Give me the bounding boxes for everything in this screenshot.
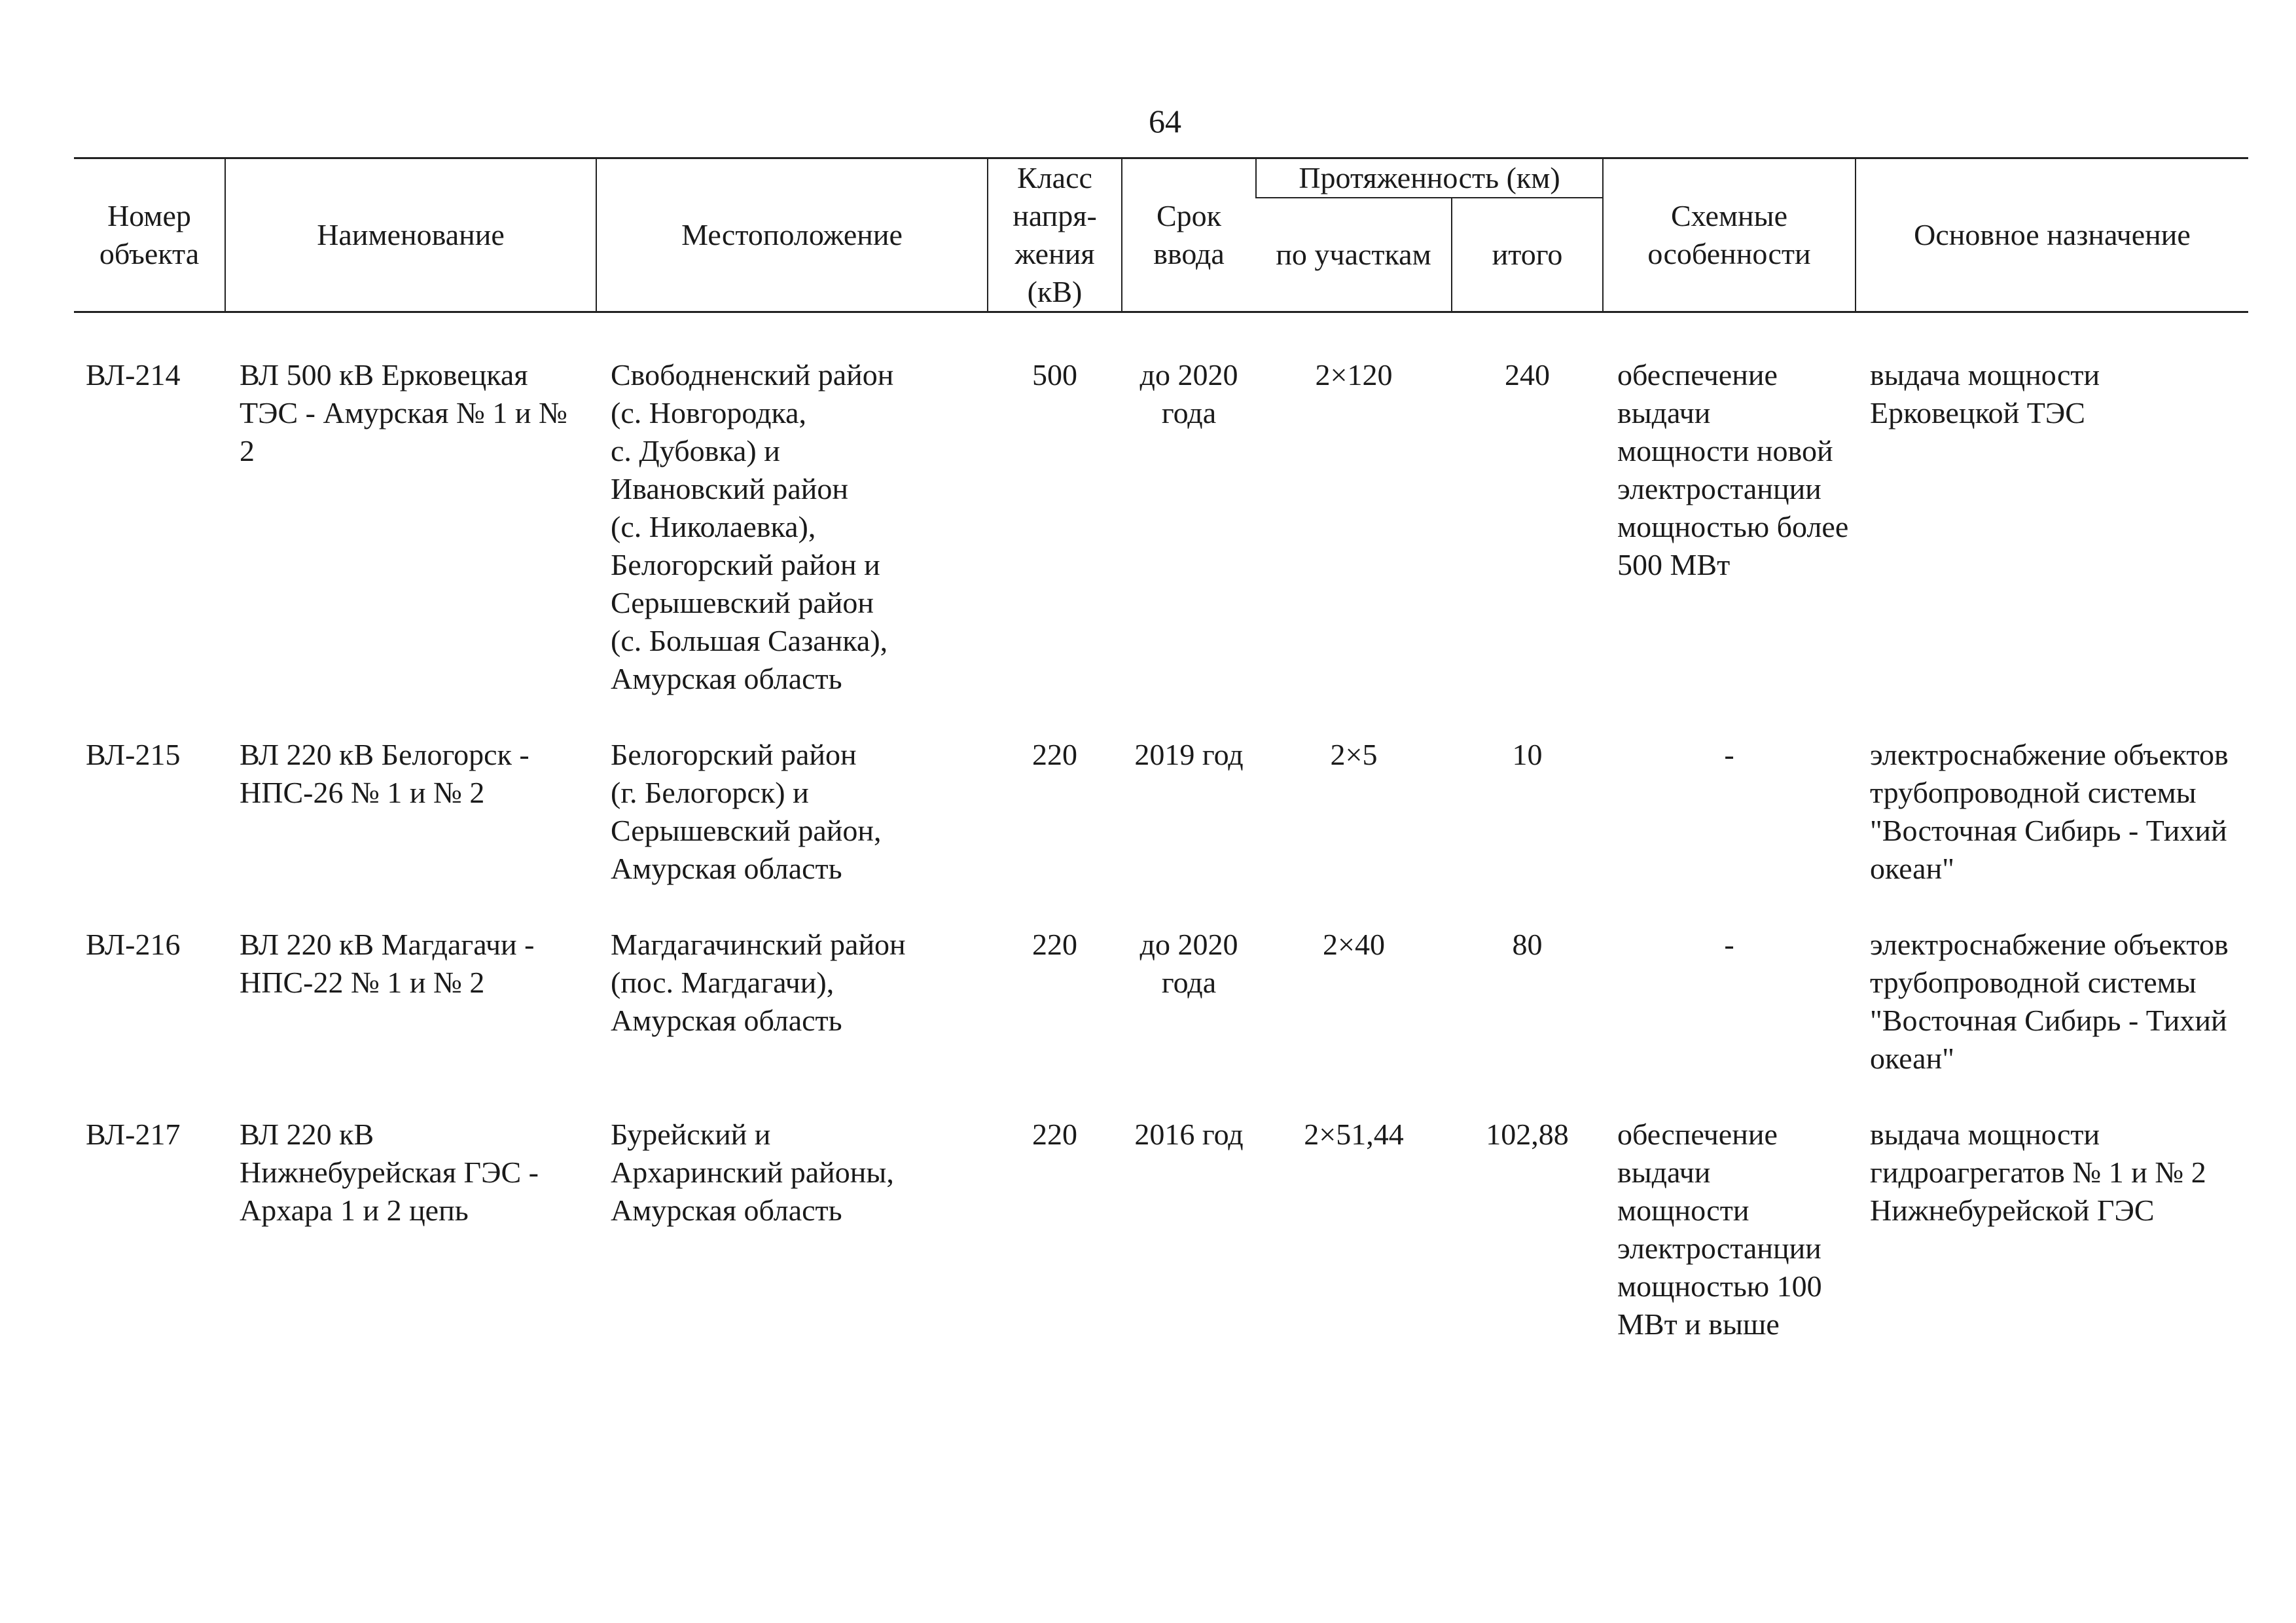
row-purpose: выдача мощности Ерковецкой ТЭС <box>1870 358 2100 429</box>
page-number: 64 <box>1149 103 1181 139</box>
header-term: Срок ввода <box>1122 158 1256 312</box>
row-length-total: 10 <box>1512 738 1543 771</box>
row-length-sections: 2×5 <box>1330 738 1378 771</box>
header-voltage: Класс напря-жения (кВ) <box>988 158 1122 312</box>
row-number: ВЛ-215 <box>86 738 181 771</box>
row-length-total: 80 <box>1512 928 1543 961</box>
row-voltage: 220 <box>1032 928 1077 961</box>
row-voltage: 220 <box>1032 1118 1077 1151</box>
row-number: ВЛ-216 <box>86 928 181 961</box>
header-number: Номер объекта <box>74 158 225 312</box>
objects-table <box>74 157 2248 1343</box>
table-row <box>74 356 2248 698</box>
row-voltage: 500 <box>1032 358 1077 392</box>
row-term: до 2020 года <box>1139 928 1238 999</box>
row-schemes: обеспечение выдачи мощности электростанции мощностью 100 МВт и выше <box>1617 1118 1822 1341</box>
row-length-total: 102,88 <box>1486 1118 1569 1151</box>
row-location: Свободненский район (с. Новгородка, с. Дубовка) и Ивановский район (с. Николаевка), Белогорский район и Серышевский район (с. Большая Сазанка), Амурская область <box>611 358 894 695</box>
row-schemes: - <box>1724 928 1734 961</box>
row-name: ВЛ 220 кВ Магдагачи - НПС-22 № 1 и № 2 <box>240 928 535 999</box>
header-schemes: Схемные особенности <box>1603 158 1856 312</box>
row-number: ВЛ-214 <box>86 358 181 392</box>
row-location: Бурейский и Архаринский районы, Амурская область <box>611 1118 894 1227</box>
row-location: Белогорский район (г. Белогорск) и Серышевский район, Амурская область <box>611 738 882 885</box>
header-location: Местоположение <box>596 158 988 312</box>
row-term: до 2020 года <box>1139 358 1238 429</box>
header-length-sections: по участкам <box>1256 198 1452 312</box>
row-schemes: - <box>1724 738 1734 771</box>
row-name: ВЛ 500 кВ Ерковецкая ТЭС - Амурская № 1 и № 2 <box>240 358 567 467</box>
row-number: ВЛ-217 <box>86 1118 181 1151</box>
table-row <box>74 926 2248 1078</box>
header-length: Протяженность (км) <box>1256 158 1603 198</box>
row-purpose: выдача мощности гидроагрегатов № 1 и № 2 Нижнебурейской ГЭС <box>1870 1118 2206 1227</box>
row-term: 2019 год <box>1134 738 1244 771</box>
row-purpose: электроснабжение объектов трубопроводной системы "Восточная Сибирь - Тихий океан" <box>1870 928 2229 1075</box>
row-length-sections: 2×120 <box>1315 358 1393 392</box>
row-name: ВЛ 220 кВ Белогорск - НПС-26 № 1 и № 2 <box>240 738 529 809</box>
row-voltage: 220 <box>1032 738 1077 771</box>
table-row <box>74 736 2248 888</box>
row-term: 2016 год <box>1134 1118 1244 1151</box>
row-location: Магдагачинский район (пос. Магдагачи), Амурская область <box>611 928 906 1037</box>
header-length-total: итого <box>1452 198 1603 312</box>
row-schemes: обеспечение выдачи мощности новой электростанции мощностью более 500 МВт <box>1617 358 1849 581</box>
row-name: ВЛ 220 кВ Нижнебурейская ГЭС - Архара 1 и 2 цепь <box>240 1118 539 1227</box>
row-length-sections: 2×51,44 <box>1304 1118 1404 1151</box>
row-length-total: 240 <box>1505 358 1550 392</box>
table-row <box>74 1116 2248 1343</box>
header-purpose: Основное назначение <box>1856 158 2248 312</box>
row-purpose: электроснабжение объектов трубопроводной системы "Восточная Сибирь - Тихий океан" <box>1870 738 2229 885</box>
row-length-sections: 2×40 <box>1323 928 1385 961</box>
header-name: Наименование <box>225 158 596 312</box>
